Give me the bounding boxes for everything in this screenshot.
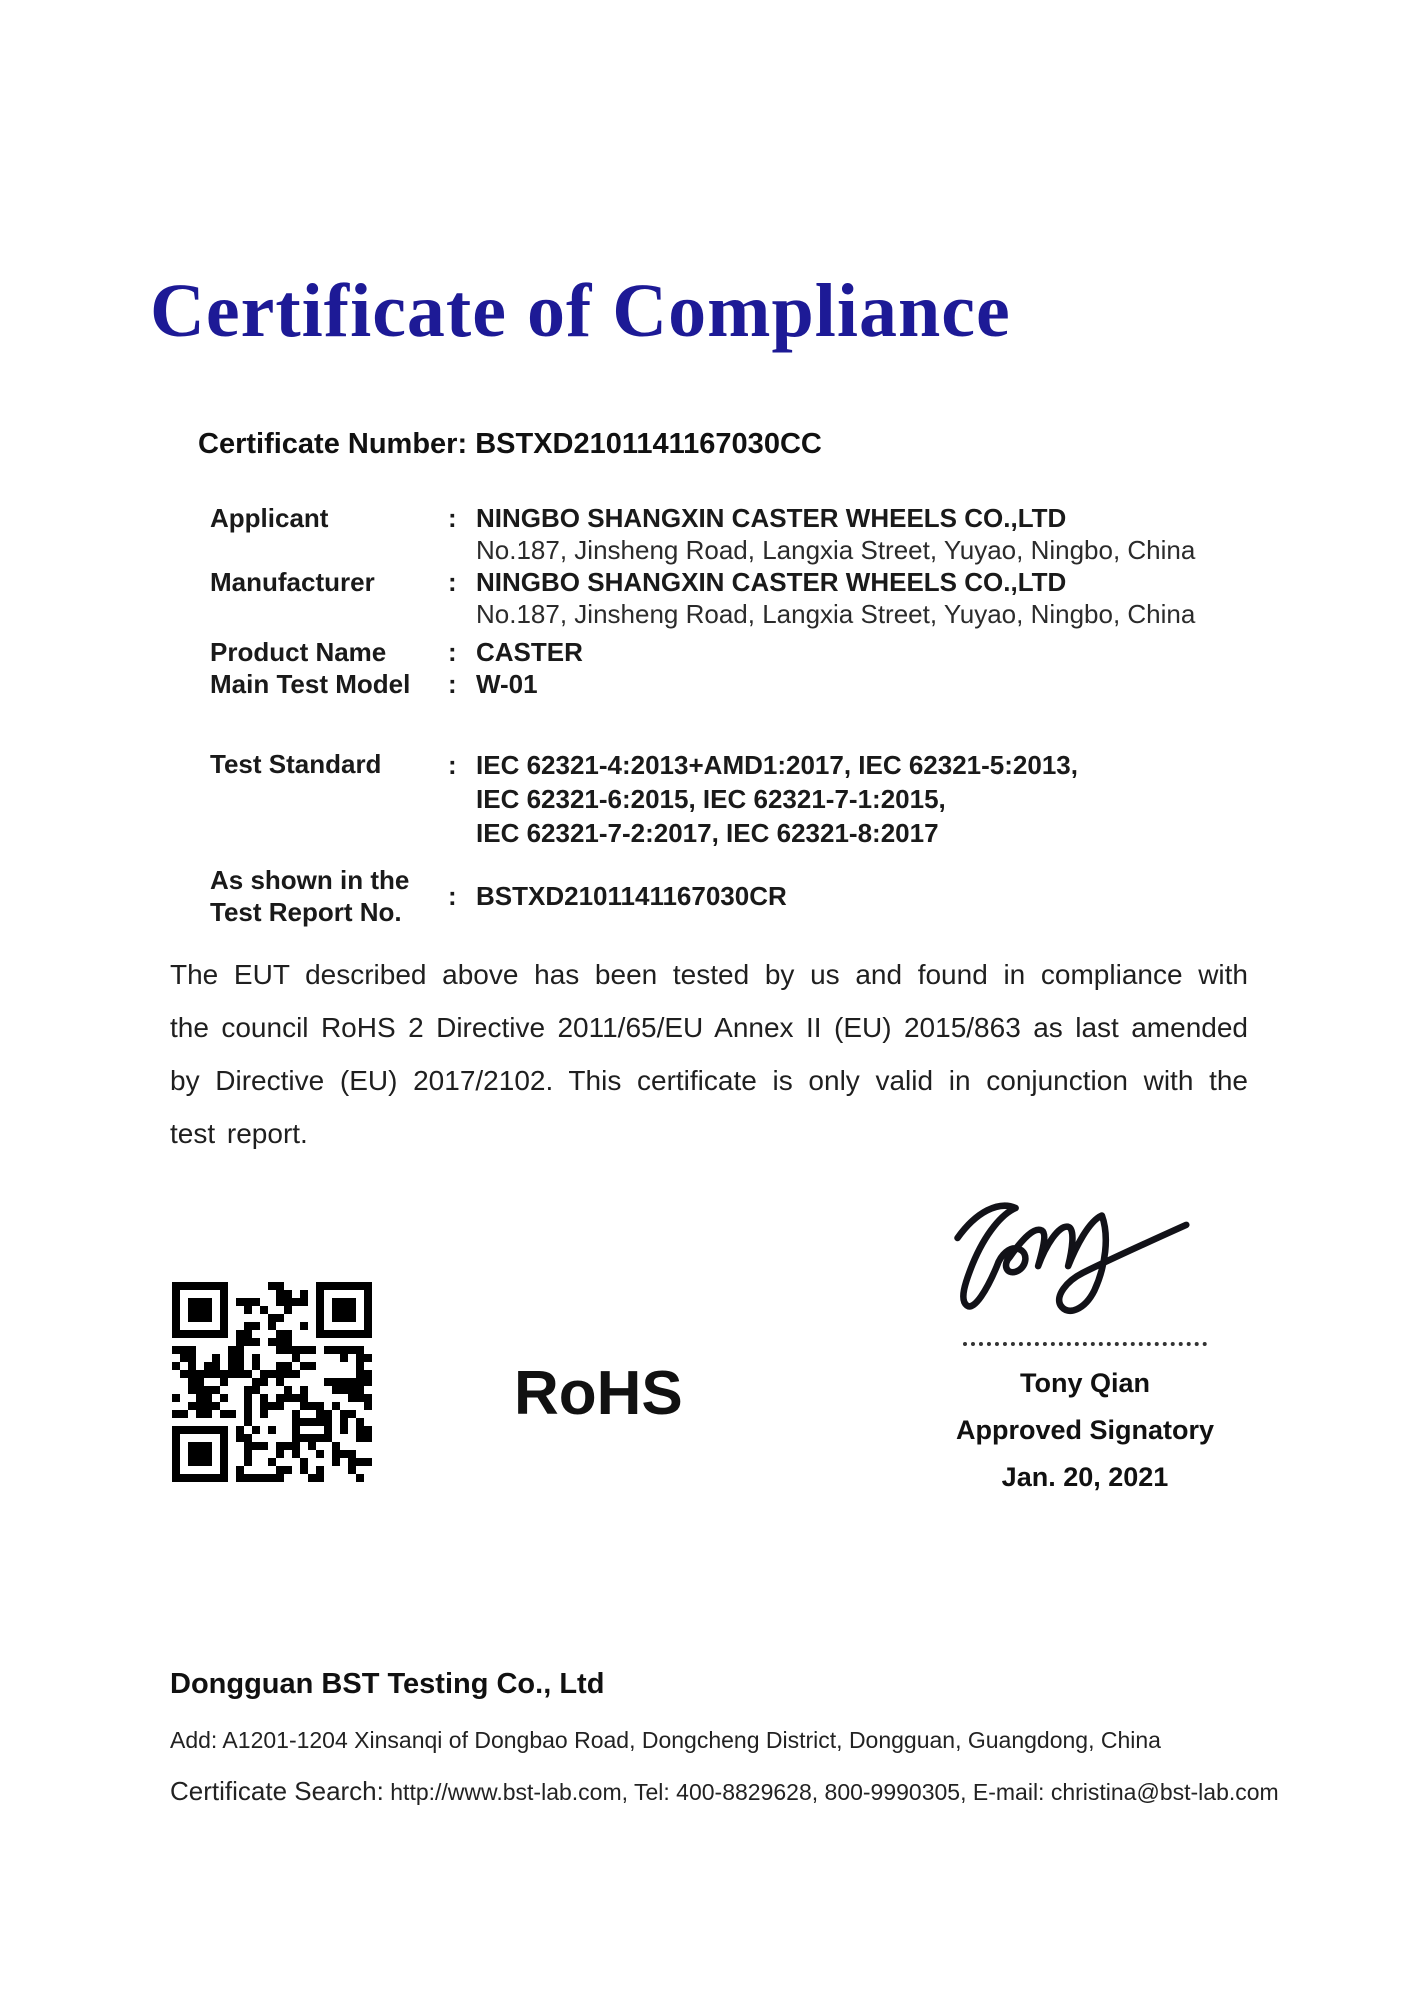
test-report-label: [210, 864, 448, 928]
test-standard-line: IEC 62321-7-2:2017, IEC 62321-8:2017: [476, 818, 939, 848]
product-name-value: CASTER: [476, 637, 583, 667]
main-test-model-row: [210, 668, 1160, 700]
test-standard-row: [210, 748, 1160, 850]
colon: :: [448, 669, 457, 699]
test-standard-values: [476, 748, 1160, 850]
qr-code: [172, 1276, 372, 1488]
applicant-address: No.187, Jinsheng Road, Langxia Street, Yuyao, Ningbo, China: [476, 535, 1196, 565]
certificate-number-label: Certificate Number:: [198, 428, 468, 460]
applicant-label: Applicant: [210, 503, 329, 533]
signature-block: [915, 1178, 1255, 1493]
page-title: Certificate of Compliance: [150, 269, 1011, 353]
certificate-info-table: [210, 502, 1196, 928]
rohs-mark: RoHS: [514, 1359, 683, 1428]
test-standard-line: IEC 62321-6:2015, IEC 62321-7-1:2015,: [476, 784, 946, 814]
signature-handwriting: [935, 1178, 1235, 1328]
test-report-value: BSTXD2101141167030CR: [476, 881, 787, 911]
colon: :: [448, 881, 457, 911]
signature-dotted-line: [963, 1342, 1207, 1346]
applicant-row: [210, 502, 1160, 534]
colon: :: [448, 637, 457, 667]
test-standard-label: Test Standard: [210, 749, 382, 779]
signatory-role: Approved Signatory: [955, 1415, 1215, 1445]
qr-code-graphic: [172, 1276, 372, 1488]
test-report-row: [210, 864, 1160, 928]
test-standard-line: IEC 62321-4:2013+AMD1:2017, IEC 62321-5:2013,: [476, 750, 1078, 780]
manufacturer-label: Manufacturer: [210, 567, 375, 597]
test-report-label-line1: As shown in the: [210, 865, 410, 895]
colon: :: [448, 503, 457, 533]
signatory-name: Tony Qian: [1019, 1368, 1150, 1398]
product-name-row: [210, 636, 1160, 668]
manufacturer-address-row: [210, 598, 1196, 630]
certificate-search-value: http://www.bst-lab.com, Tel: 400-8829628, 800-9990305, E-mail: christina@bst-lab.com: [383, 1779, 1279, 1805]
applicant-value: NINGBO SHANGXIN CASTER WHEELS CO.,LTD: [476, 503, 1067, 533]
footer: [170, 1668, 1279, 1807]
manufacturer-address: No.187, Jinsheng Road, Langxia Street, Yuyao, Ningbo, China: [476, 599, 1196, 629]
certificate-number-value: BSTXD2101141167030CC: [475, 428, 822, 460]
certificate-search-line: [170, 1776, 1279, 1807]
colon: :: [448, 750, 457, 780]
product-name-label: Product Name: [210, 637, 387, 667]
lab-address: Add: A1201-1204 Xinsanqi of Dongbao Road, Dongcheng District, Dongguan, Guangdong, China: [170, 1727, 1161, 1753]
compliance-statement: The EUT described above has been tested by us and found in compliance with the council RoHS 2 Directive 2011/65/EU Annex II (EU) 2015/863 as last amended by Directive (EU) 2017/2102. This certificate is only valid in conjunction with the test report.: [170, 959, 1248, 1149]
manufacturer-value: NINGBO SHANGXIN CASTER WHEELS CO.,LTD: [476, 567, 1067, 597]
certificate-number-line: [198, 428, 822, 461]
test-report-label-line2: Test Report No.: [210, 897, 402, 927]
certificate-search-label: Certificate Search:: [170, 1776, 384, 1806]
applicant-address-row: [210, 534, 1196, 566]
manufacturer-row: [210, 566, 1160, 598]
signature-date: Jan. 20, 2021: [1001, 1462, 1169, 1492]
main-test-model-value: W-01: [476, 669, 538, 699]
main-test-model-label: Main Test Model: [210, 669, 411, 699]
colon: :: [448, 567, 457, 597]
lab-company-name: Dongguan BST Testing Co., Ltd: [170, 1668, 605, 1700]
